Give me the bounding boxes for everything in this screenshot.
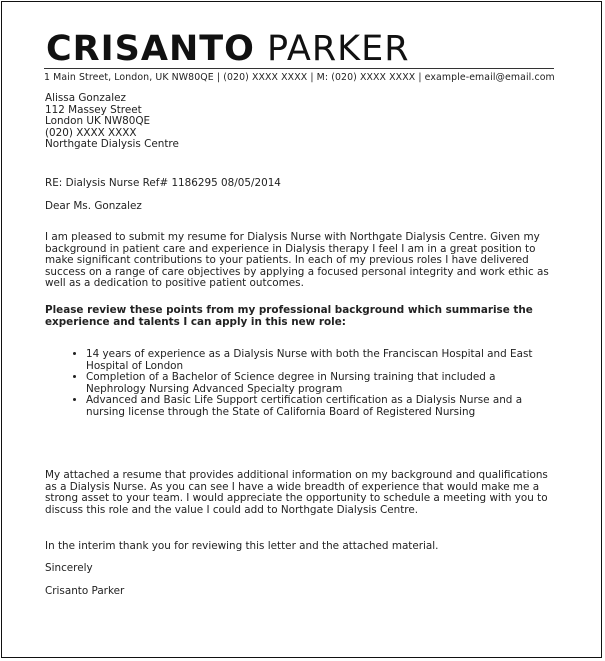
recipient-name: Alissa Gonzalez [45, 92, 126, 104]
contact-details: 1 Main Street, London, UK NW80QE | (020) XXXX XXXX | M: (020) XXXX XXXX | example-email@email.com [44, 72, 555, 83]
closing-word: Sincerely [45, 562, 93, 574]
recipient-organization: Northgate Dialysis Centre [45, 138, 179, 150]
closing-paragraph: My attached a resume that provides additional information on my background and qualifications as a Dialysis Nurse. As you can see I have a wide breadth of experience that would make me a strong asset to your team. I would appreciate the opportunity to schedule a meeting with you to discuss this role and the value I could add to Northgate Dialysis Centre. [45, 469, 548, 516]
list-item: • Advanced and Basic Life Support certification certification as a Dialysis Nurse and a nursing license through the State of California Board of Registered Nursing [86, 395, 556, 418]
applicant-first-name: CRISANTO [46, 29, 255, 69]
signature-name: Crisanto Parker [45, 585, 125, 597]
applicant-name [46, 29, 410, 69]
reference-line: RE: Dialysis Nurse Ref# 1186295 08/05/2014 [45, 177, 281, 189]
applicant-last-name: PARKER [267, 29, 410, 69]
list-item: • Completion of a Bachelor of Science degree in Nursing training that included a Nephrology Nursing Advanced Specialty program [86, 372, 556, 395]
points-intro: Please review these points from my professional background which summarise the experience and talents I can apply in this new role: [45, 304, 533, 328]
opening-paragraph: I am pleased to submit my resume for Dialysis Nurse with Northgate Dialysis Centre. Given my background in patient care and experience in Dialysis therapy I feel I am in a great position to make significant contributions to your patients. In each of my previous roles I have delivered success on a range of care objectives by applying a focused personal integrity and work ethic as well as a dedication to positive patient outcomes. [45, 231, 549, 290]
experience-points [68, 349, 556, 418]
recipient-address [45, 93, 179, 151]
list-item: • 14 years of experience as a Dialysis Nurse with both the Franciscan Hospital and East Hospital of London [86, 349, 556, 372]
recipient-city: London UK NW80QE [45, 115, 151, 127]
salutation: Dear Ms. Gonzalez [45, 200, 142, 212]
header-divider [44, 68, 554, 69]
interim-line: In the interim thank you for reviewing this letter and the attached material. [45, 540, 439, 552]
recipient-phone: (020) XXXX XXXX [45, 126, 137, 139]
recipient-street: 112 Massey Street [45, 103, 142, 116]
